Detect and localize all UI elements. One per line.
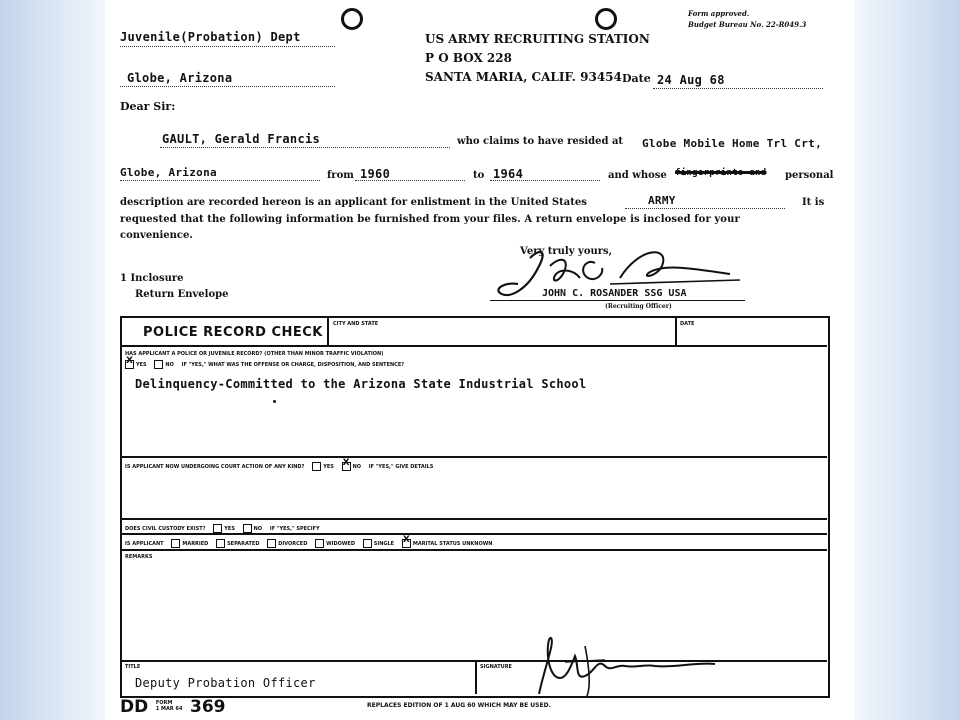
signature-field-label: SIGNATURE <box>480 664 512 670</box>
title-row-bottom <box>121 345 827 347</box>
station-box: P O BOX 228 <box>425 51 512 65</box>
q1-yes-checkbox[interactable] <box>125 360 134 369</box>
it-is-text: It is <box>802 197 825 208</box>
married-checkbox[interactable] <box>171 539 180 548</box>
q1-no-label: NO <box>165 362 174 368</box>
marital-row <box>125 539 492 548</box>
marital-row-bottom <box>121 549 827 551</box>
signer-title: (Recruiting Officer) <box>605 303 672 310</box>
single-checkbox[interactable] <box>363 539 372 548</box>
title-field-value: Deputy Probation Officer <box>135 676 316 690</box>
closing: Very truly yours, <box>520 246 613 257</box>
signer-underline <box>490 300 745 301</box>
q2-no-checkbox[interactable] <box>342 462 351 471</box>
para-line1: description are recorded hereon is an applicant for enlistment in the United States <box>120 197 587 208</box>
budget-bureau: Budget Bureau No. 22-R049.3 <box>688 20 807 29</box>
address-value: Globe Mobile Home Trl Crt, <box>642 137 822 150</box>
form-dd: DD <box>120 697 149 717</box>
separated-label: SEPARATED <box>227 541 260 547</box>
q2-yes-checkbox[interactable] <box>312 462 321 471</box>
q1-label: HAS APPLICANT A POLICE OR JUVENILE RECORD? (OTHER THAN MINOR TRAFFIC VIOLATION) <box>125 351 384 357</box>
q3-row-bottom <box>121 533 827 535</box>
addressee-underline-2 <box>120 86 335 87</box>
addressee-line2: Globe, Arizona <box>127 71 233 85</box>
q2-label: IS APPLICANT NOW UNDERGOING COURT ACTION OF ANY KIND? <box>125 464 305 470</box>
replaces-text: REPLACES EDITION OF 1 AUG 60 WHICH MAY BE USED. <box>367 702 551 709</box>
form-title: POLICE RECORD CHECK <box>143 325 323 340</box>
q3-yes-label: YES <box>224 526 235 532</box>
marital-unknown-label: MARITAL STATUS UNKNOWN <box>412 541 493 547</box>
date-cell-label: DATE <box>680 321 695 327</box>
q3-if-yes: IF "YES," SPECIFY <box>269 526 320 532</box>
inclosure-line1: 1 Inclosure <box>120 273 184 284</box>
personal-text: personal <box>785 170 834 181</box>
from-label: from <box>327 170 354 181</box>
city-dots <box>120 180 320 181</box>
married-label: MARRIED <box>182 541 209 547</box>
title-cell-divider <box>327 317 329 345</box>
struck-fingerprints: fingerprints and <box>675 168 767 178</box>
q3-no-checkbox[interactable] <box>243 524 252 533</box>
para-line2: requested that the following information be furnished from your files. A return envelope is inclosed for your <box>120 214 740 225</box>
addressee-line1: Juvenile(Probation) Dept <box>120 30 301 44</box>
applicant-name: GAULT, Gerald Francis <box>162 132 321 146</box>
branch-dots <box>625 208 785 209</box>
to-year: 1964 <box>493 167 524 181</box>
q1-yes-label: YES <box>136 362 147 368</box>
city-value: Globe, Arizona <box>120 166 217 179</box>
form-approved: Form approved. <box>688 9 750 18</box>
applicant-name-dots <box>160 147 450 148</box>
punch-hole-right <box>595 8 617 30</box>
marital-unknown-checkbox[interactable] <box>402 539 411 548</box>
to-dots <box>490 180 600 181</box>
q3-no-label: NO <box>253 526 263 532</box>
q1-options <box>119 360 404 369</box>
date-label: Date <box>622 72 651 85</box>
q1-row-bottom <box>121 456 827 458</box>
form-date: 1 MAR 64 <box>155 706 183 712</box>
divorced-label: DIVORCED <box>278 541 308 547</box>
q3-yes-checkbox[interactable] <box>213 524 222 533</box>
officer-signature <box>525 636 725 700</box>
title-field-label: TITLE <box>125 664 141 670</box>
whose-text: and whose <box>608 170 667 181</box>
marital-label: IS APPLICANT <box>125 541 164 547</box>
widowed-checkbox[interactable] <box>315 539 324 548</box>
para-line3: convenience. <box>120 230 193 241</box>
q1-if-yes: IF "YES," WHAT WAS THE OFFENSE OR CHARGE, DISPOSITION, AND SENTENCE? <box>181 362 405 368</box>
inclosure-line2: Return Envelope <box>135 289 229 300</box>
widowed-label: WIDOWED <box>326 541 355 547</box>
from-dots <box>355 180 465 181</box>
station-city: SANTA MARIA, CALIF. 93454 <box>425 70 622 84</box>
form-word: FORM <box>155 700 173 706</box>
q2-row <box>125 462 433 471</box>
q3-label: DOES CIVIL CUSTODY EXIST? <box>125 526 206 532</box>
q2-if-yes: IF "YES," GIVE DETAILS <box>368 464 434 470</box>
station-name: US ARMY RECRUITING STATION <box>425 32 650 46</box>
remarks-label: REMARKS <box>125 554 153 560</box>
signature-cell-divider <box>475 660 477 694</box>
q2-yes-label: YES <box>323 464 334 470</box>
date-underline <box>653 88 823 89</box>
from-year: 1960 <box>360 167 391 181</box>
document-page <box>105 0 847 720</box>
city-state-label: CITY AND STATE <box>333 321 379 327</box>
form-id-block <box>120 697 226 717</box>
date-value: 24 Aug 68 <box>657 73 725 87</box>
separated-checkbox[interactable] <box>216 539 225 548</box>
q2-row-bottom <box>121 518 827 520</box>
divorced-checkbox[interactable] <box>267 539 276 548</box>
q1-answer: Delinquency-Committed to the Arizona State Industrial School <box>135 377 587 391</box>
form-number: 369 <box>190 697 226 717</box>
salutation: Dear Sir: <box>120 100 176 113</box>
date-cell-divider <box>675 317 677 345</box>
addressee-underline-1 <box>120 46 335 47</box>
signer-name: JOHN C. ROSANDER SSG USA <box>542 288 687 299</box>
q2-no-label: NO <box>352 464 362 470</box>
stray-dot <box>273 400 276 403</box>
form-word-stack <box>156 700 183 712</box>
to-label: to <box>473 170 485 181</box>
signature-script-text <box>535 270 544 271</box>
single-label: SINGLE <box>373 541 395 547</box>
claims-text: who claims to have resided at <box>457 136 624 147</box>
q1-no-checkbox[interactable] <box>154 360 163 369</box>
punch-hole-left <box>341 8 363 30</box>
q3-row <box>125 524 320 533</box>
branch-value: ARMY <box>648 194 676 207</box>
